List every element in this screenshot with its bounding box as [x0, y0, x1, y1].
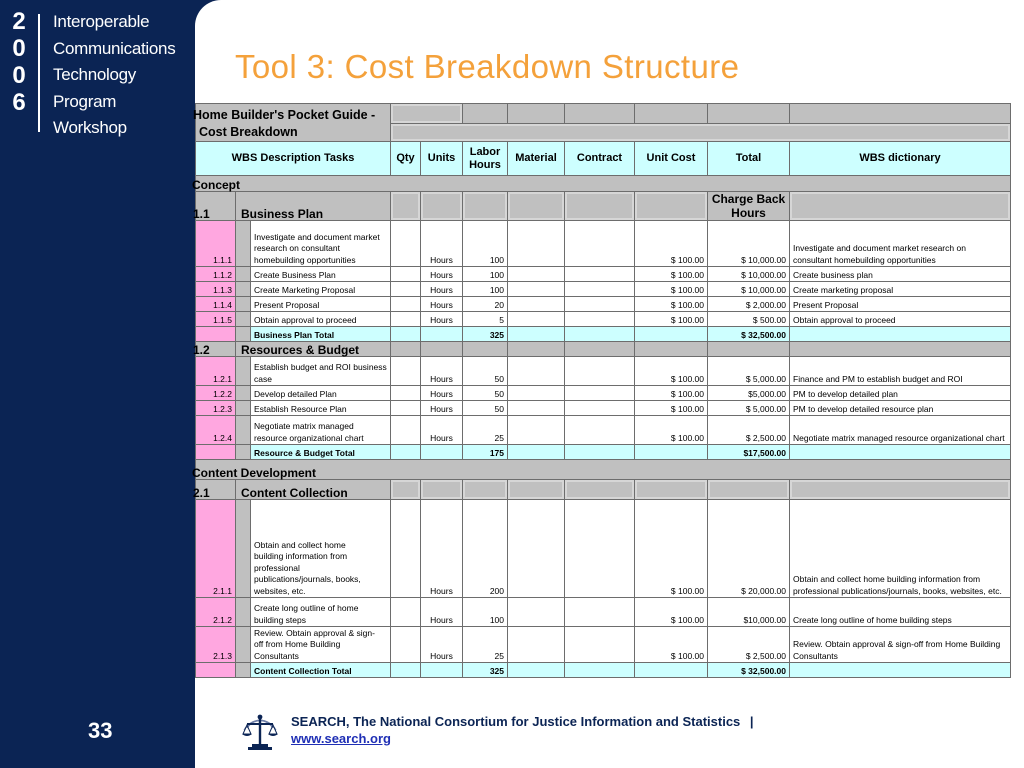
row-qty — [391, 627, 421, 663]
cell — [635, 342, 708, 357]
cell — [421, 192, 463, 221]
row-unit-cost: $ 100.00 — [635, 627, 708, 663]
cell — [236, 221, 251, 267]
total-hours: 325 — [463, 663, 508, 678]
cell — [236, 416, 251, 445]
workshop-title-line: Communications — [53, 38, 176, 58]
row-contract — [565, 267, 635, 282]
row-total: $ 10,000.00 — [708, 282, 790, 297]
row-material — [508, 386, 565, 401]
cell — [391, 327, 421, 342]
row-contract — [565, 221, 635, 267]
row-unit-cost: $ 100.00 — [635, 297, 708, 312]
cell — [508, 480, 565, 500]
cell — [635, 327, 708, 342]
total-row — [196, 663, 1011, 678]
table-row — [196, 598, 1011, 627]
row-unit-cost: $ 100.00 — [635, 221, 708, 267]
cell — [508, 104, 565, 124]
row-qty — [391, 297, 421, 312]
table-row — [196, 282, 1011, 297]
row-total: $ 2,500.00 — [708, 416, 790, 445]
cell — [790, 342, 1011, 357]
cell — [421, 445, 463, 460]
cell — [236, 401, 251, 416]
row-id: 1.1.2 — [196, 267, 236, 282]
sidebar-divider — [38, 14, 40, 132]
row-qty — [391, 500, 421, 598]
header-contract: Contract — [565, 142, 635, 176]
row-total: $ 5,000.00 — [708, 357, 790, 386]
total-row — [196, 327, 1011, 342]
section-name: Business Plan — [236, 192, 391, 221]
row-contract — [565, 416, 635, 445]
row-total: $ 10,000.00 — [708, 267, 790, 282]
cell — [236, 267, 251, 282]
row-contract — [565, 386, 635, 401]
row-unit-cost: $ 100.00 — [635, 416, 708, 445]
workshop-title — [53, 9, 193, 142]
cell — [790, 663, 1011, 678]
row-material — [508, 401, 565, 416]
row-task: Establish Resource Plan — [251, 401, 391, 416]
scales-of-justice-logo — [239, 706, 281, 752]
sheet-title-row — [196, 104, 1011, 124]
header-total: Total — [708, 142, 790, 176]
cell — [708, 342, 790, 357]
row-qty — [391, 598, 421, 627]
row-contract — [565, 627, 635, 663]
row-unit-cost: $ 100.00 — [635, 357, 708, 386]
workshop-title-line: Technology — [53, 65, 137, 85]
cell — [565, 480, 635, 500]
header-units: Units — [421, 142, 463, 176]
content-panel — [192, 0, 1024, 768]
section-name: Content Collection — [236, 480, 391, 500]
header-qty: Qty — [391, 142, 421, 176]
cell — [421, 327, 463, 342]
row-units: Hours — [421, 500, 463, 598]
row-hours: 100 — [463, 598, 508, 627]
charge-back-label: Charge Back Hours — [708, 192, 790, 221]
cell — [463, 480, 508, 500]
row-total: $ 2,500.00 — [708, 627, 790, 663]
cell — [236, 598, 251, 627]
row-unit-cost: $ 100.00 — [635, 282, 708, 297]
row-hours: 50 — [463, 357, 508, 386]
row-qty — [391, 416, 421, 445]
row-material — [508, 598, 565, 627]
cell — [236, 386, 251, 401]
cell — [391, 663, 421, 678]
section-number: 1.1 — [196, 192, 236, 221]
row-material — [508, 357, 565, 386]
cell — [236, 663, 251, 678]
row-total: $ 2,000.00 — [708, 297, 790, 312]
sheet-title: Home Builder's Pocket Guide - Cost Breakdown — [196, 104, 391, 142]
row-hours: 200 — [463, 500, 508, 598]
row-dictionary: PM to develop detailed plan — [790, 386, 1011, 401]
row-qty — [391, 221, 421, 267]
row-dictionary: Create marketing proposal — [790, 282, 1011, 297]
row-task: Negotiate matrix managed resource organizational chart — [251, 416, 391, 445]
cell — [708, 480, 790, 500]
cell — [196, 327, 236, 342]
row-unit-cost: $ 100.00 — [635, 401, 708, 416]
cell — [635, 192, 708, 221]
row-task: Investigate and document market research on consultant homebuilding opportunities — [251, 221, 391, 267]
total-label: Resource & Budget Total — [251, 445, 391, 460]
row-qty — [391, 282, 421, 297]
cell — [421, 342, 463, 357]
row-total: $10,000.00 — [708, 598, 790, 627]
year-digit: 0 — [12, 35, 26, 62]
row-id: 1.2.3 — [196, 401, 236, 416]
cell — [196, 445, 236, 460]
phase-label: Content Development — [196, 460, 1011, 480]
row-units: Hours — [421, 357, 463, 386]
cell — [236, 282, 251, 297]
row-hours: 50 — [463, 386, 508, 401]
footer-org: SEARCH, The National Consortium for Justice Information and Statistics — [291, 714, 741, 729]
cell — [508, 192, 565, 221]
row-qty — [391, 357, 421, 386]
row-hours: 5 — [463, 312, 508, 327]
header-row — [196, 142, 1011, 176]
cell — [236, 500, 251, 598]
row-unit-cost: $ 100.00 — [635, 267, 708, 282]
row-hours: 100 — [463, 221, 508, 267]
cell — [391, 104, 463, 124]
row-task: Present Proposal — [251, 297, 391, 312]
row-contract — [565, 401, 635, 416]
table-row — [196, 386, 1011, 401]
cost-breakdown-table — [192, 103, 1011, 678]
cell — [790, 327, 1011, 342]
cell — [236, 357, 251, 386]
row-material — [508, 267, 565, 282]
row-dictionary: Finance and PM to establish budget and ROI — [790, 357, 1011, 386]
section-row — [196, 342, 1011, 357]
row-contract — [565, 282, 635, 297]
row-dictionary: Present Proposal — [790, 297, 1011, 312]
table-row — [196, 312, 1011, 327]
cell — [565, 104, 635, 124]
sidebar — [0, 0, 196, 768]
row-task: Obtain and collect home building information from professional publications/journals, books, websites, etc. — [251, 500, 391, 598]
row-id: 1.1.1 — [196, 221, 236, 267]
table-row — [196, 416, 1011, 445]
cell — [196, 663, 236, 678]
cell — [565, 663, 635, 678]
row-total: $ 500.00 — [708, 312, 790, 327]
cell — [463, 192, 508, 221]
row-id: 1.2.2 — [196, 386, 236, 401]
row-task: Create long outline of home building steps — [251, 598, 391, 627]
section-row — [196, 192, 1011, 221]
row-id: 2.1.1 — [196, 500, 236, 598]
row-unit-cost: $ 100.00 — [635, 598, 708, 627]
row-qty — [391, 386, 421, 401]
row-contract — [565, 312, 635, 327]
row-hours: 100 — [463, 282, 508, 297]
row-id: 1.1.4 — [196, 297, 236, 312]
cell — [565, 327, 635, 342]
cell — [463, 342, 508, 357]
row-contract — [565, 598, 635, 627]
section-number: 1.2 — [196, 342, 236, 357]
cell — [635, 480, 708, 500]
cell — [236, 627, 251, 663]
row-contract — [565, 500, 635, 598]
row-hours: 25 — [463, 627, 508, 663]
workshop-title-line: Interoperable — [53, 12, 150, 31]
row-material — [508, 282, 565, 297]
row-contract — [565, 357, 635, 386]
year-digit: 6 — [12, 89, 26, 116]
row-units: Hours — [421, 598, 463, 627]
cell — [236, 297, 251, 312]
total-amount: $17,500.00 — [708, 445, 790, 460]
row-material — [508, 500, 565, 598]
row-task: Obtain approval to proceed — [251, 312, 391, 327]
row-hours: 100 — [463, 267, 508, 282]
row-hours: 50 — [463, 401, 508, 416]
year-vertical — [9, 8, 29, 116]
row-task: Develop detailed Plan — [251, 386, 391, 401]
cell — [236, 312, 251, 327]
cell — [565, 342, 635, 357]
footer-line — [291, 713, 754, 730]
cell — [565, 445, 635, 460]
cell — [508, 663, 565, 678]
row-units: Hours — [421, 386, 463, 401]
total-hours: 175 — [463, 445, 508, 460]
slide-title: Tool 3: Cost Breakdown Structure — [235, 48, 740, 85]
total-label: Content Collection Total — [251, 663, 391, 678]
cell — [790, 480, 1011, 500]
row-dictionary: Review. Obtain approval & sign-off from Home Building Consultants — [790, 627, 1011, 663]
row-material — [508, 416, 565, 445]
cell — [391, 124, 1011, 142]
cell — [635, 663, 708, 678]
cell — [508, 445, 565, 460]
header-material: Material — [508, 142, 565, 176]
row-total: $ 5,000.00 — [708, 401, 790, 416]
cell — [236, 445, 251, 460]
row-material — [508, 297, 565, 312]
row-id: 2.1.2 — [196, 598, 236, 627]
row-task: Create Marketing Proposal — [251, 282, 391, 297]
row-task: Create Business Plan — [251, 267, 391, 282]
cell — [508, 327, 565, 342]
row-dictionary: Obtain approval to proceed — [790, 312, 1011, 327]
row-task: Review. Obtain approval & sign-off from Home Building Consultants — [251, 627, 391, 663]
year-digit: 2 — [12, 8, 26, 35]
table-row — [196, 297, 1011, 312]
phase-row — [196, 460, 1011, 480]
total-amount: $ 32,500.00 — [708, 327, 790, 342]
total-row — [196, 445, 1011, 460]
total-amount: $ 32,500.00 — [708, 663, 790, 678]
cell — [635, 104, 708, 124]
row-hours: 20 — [463, 297, 508, 312]
workshop-title-line: Program — [53, 91, 117, 111]
row-unit-cost: $ 100.00 — [635, 312, 708, 327]
row-units: Hours — [421, 267, 463, 282]
cell — [790, 104, 1011, 124]
row-id: 1.2.1 — [196, 357, 236, 386]
row-dictionary: Create business plan — [790, 267, 1011, 282]
cell — [565, 192, 635, 221]
row-units: Hours — [421, 627, 463, 663]
table-row — [196, 500, 1011, 598]
row-material — [508, 221, 565, 267]
table-row — [196, 357, 1011, 386]
header-wbs: WBS Description Tasks — [196, 142, 391, 176]
row-qty — [391, 267, 421, 282]
cell — [391, 480, 421, 500]
row-qty — [391, 312, 421, 327]
cell — [708, 104, 790, 124]
phase-row — [196, 176, 1011, 192]
table-row — [196, 221, 1011, 267]
year-digit: 0 — [12, 62, 26, 89]
row-unit-cost: $ 100.00 — [635, 500, 708, 598]
header-dictionary: WBS dictionary — [790, 142, 1011, 176]
header-labor-hours: Labor Hours — [463, 142, 508, 176]
cell — [790, 192, 1011, 221]
page-number: 33 — [88, 718, 113, 743]
row-dictionary: PM to develop detailed resource plan — [790, 401, 1011, 416]
row-total: $5,000.00 — [708, 386, 790, 401]
row-qty — [391, 401, 421, 416]
table-row — [196, 401, 1011, 416]
total-label: Business Plan Total — [251, 327, 391, 342]
cell — [635, 445, 708, 460]
cell — [391, 445, 421, 460]
total-hours: 325 — [463, 327, 508, 342]
table-row — [196, 267, 1011, 282]
footer-separator: | — [749, 714, 754, 729]
row-units: Hours — [421, 282, 463, 297]
row-unit-cost: $ 100.00 — [635, 386, 708, 401]
table-row — [196, 627, 1011, 663]
row-units: Hours — [421, 401, 463, 416]
row-id: 2.1.3 — [196, 627, 236, 663]
cell — [508, 342, 565, 357]
row-dictionary: Negotiate matrix managed resource organizational chart — [790, 416, 1011, 445]
row-dictionary: Obtain and collect home building information from professional publications/journals, books, websites, etc. — [790, 500, 1011, 598]
row-material — [508, 627, 565, 663]
cell — [236, 327, 251, 342]
row-id: 1.2.4 — [196, 416, 236, 445]
row-material — [508, 312, 565, 327]
section-name: Resources & Budget — [236, 342, 391, 357]
cell — [463, 104, 508, 124]
footer-website-link[interactable]: www.search.org — [291, 731, 391, 746]
header-unit-cost: Unit Cost — [635, 142, 708, 176]
row-contract — [565, 297, 635, 312]
workshop-title-line: Workshop — [53, 118, 127, 138]
row-units: Hours — [421, 312, 463, 327]
footer — [291, 713, 754, 747]
phase-label: Concept — [196, 176, 1011, 192]
row-hours: 25 — [463, 416, 508, 445]
cell — [391, 192, 421, 221]
row-units: Hours — [421, 297, 463, 312]
row-total: $ 10,000.00 — [708, 221, 790, 267]
row-id: 1.1.5 — [196, 312, 236, 327]
cell — [391, 342, 421, 357]
row-dictionary: Investigate and document market research on consultant homebuilding opportunities — [790, 221, 1011, 267]
row-dictionary: Create long outline of home building steps — [790, 598, 1011, 627]
row-total: $ 20,000.00 — [708, 500, 790, 598]
cell — [421, 480, 463, 500]
cell — [790, 445, 1011, 460]
section-row — [196, 480, 1011, 500]
cell — [421, 663, 463, 678]
row-task: Establish budget and ROI business case — [251, 357, 391, 386]
row-id: 1.1.3 — [196, 282, 236, 297]
row-units: Hours — [421, 416, 463, 445]
row-units: Hours — [421, 221, 463, 267]
section-number: 2.1 — [196, 480, 236, 500]
